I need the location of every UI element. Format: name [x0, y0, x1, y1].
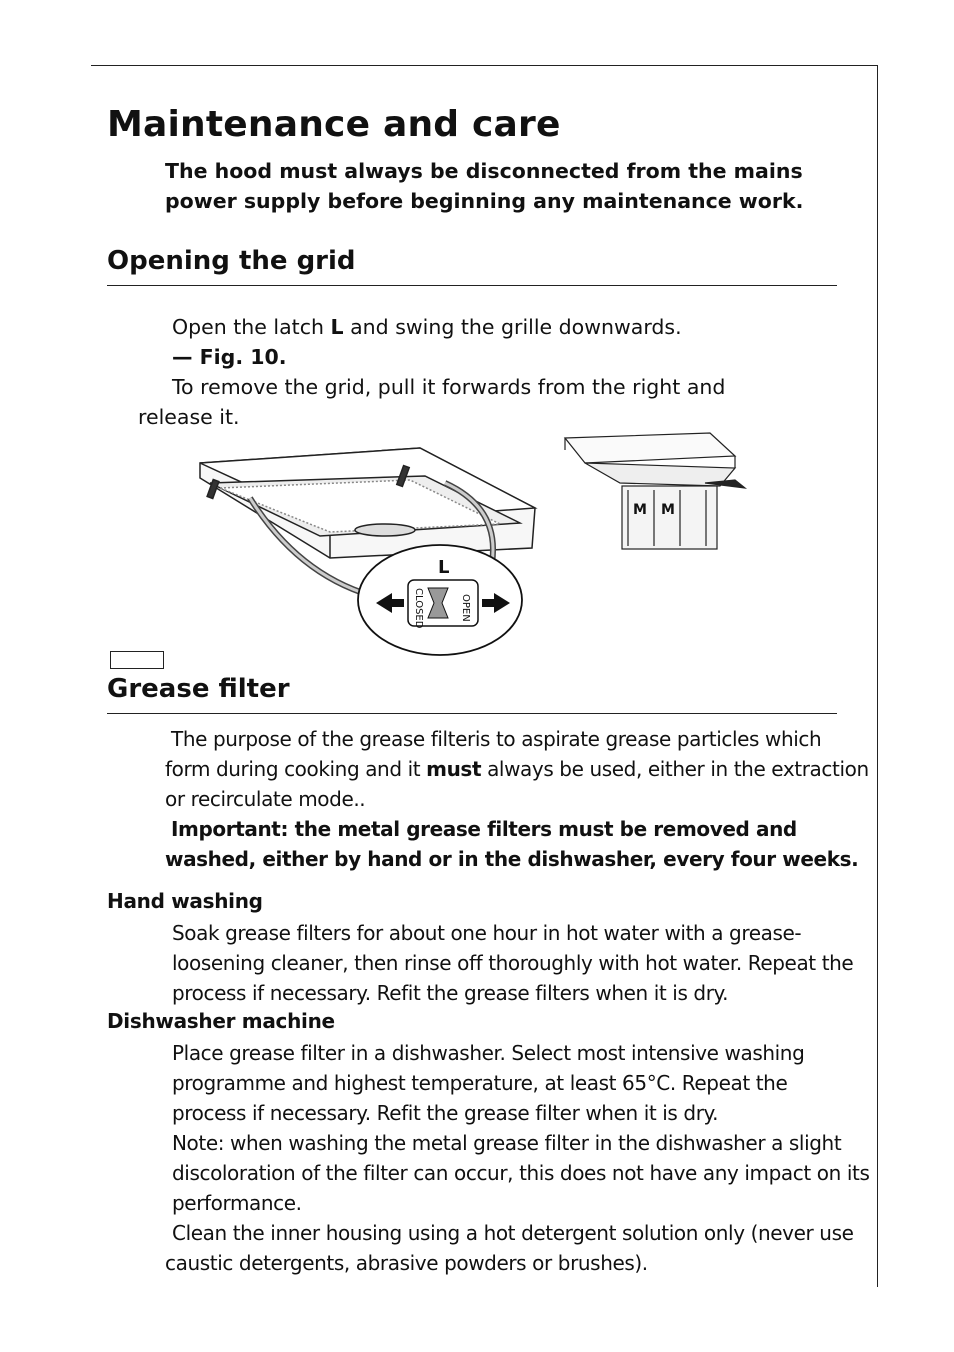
important-line-2: washed, either by hand or in the dishwasher, every four weeks. [165, 847, 859, 871]
warning-line-1: The hood must always be disconnected from the mains [165, 159, 803, 183]
opening-line-2: To remove the grid, pull it forwards from the right and [172, 375, 726, 399]
top-rule [91, 65, 877, 66]
right-rule [877, 65, 878, 1287]
dishwasher-line-1: Place grease filter in a dishwasher. Select most intensive washing [172, 1041, 805, 1065]
opening-line-3: release it. [138, 405, 240, 429]
page-title: Maintenance and care [107, 104, 561, 145]
hand-washing-heading: Hand washing [107, 889, 263, 913]
filter-m-label-1: M [633, 502, 647, 518]
note-line-1: Note: when washing the metal grease filter in the dishwasher a slight [172, 1131, 842, 1155]
warning-text [165, 156, 803, 216]
hand-washing-line-1: Soak grease filters for about one hour in hot water with a grease- [172, 921, 802, 945]
filter-removal-figure [565, 433, 745, 549]
fig-reference: — Fig. 10. [172, 345, 287, 369]
grease-rule [107, 713, 837, 714]
opening-line-1: Open the latch L and swing the grille downwards. [172, 315, 682, 339]
grease-line-2: form during cooking and it must always be used, either in the extraction [165, 757, 869, 781]
hand-washing-line-3: process if necessary. Refit the grease filters when it is dry. [172, 981, 729, 1005]
note-line-3: performance. [172, 1191, 302, 1215]
opening-heading: Opening the grid [107, 246, 356, 276]
dishwasher-heading: Dishwasher machine [107, 1009, 335, 1033]
small-box-marker [110, 651, 164, 669]
clean-line-1: Clean the inner housing using a hot detergent solution only (never use [172, 1221, 854, 1245]
important-line-1: Important: the metal grease filters must be removed and [171, 817, 797, 841]
opening-rule [107, 285, 837, 286]
dishwasher-line-3: process if necessary. Refit the grease filter when it is dry. [172, 1101, 719, 1125]
latch-label: L [438, 557, 450, 578]
warning-line-2: power supply before beginning any maintenance work. [165, 189, 804, 213]
filter-m-label-2: M [661, 502, 675, 518]
clean-line-2: caustic detergents, abrasive powders or brushes). [165, 1251, 648, 1275]
closed-label: CLOSED [413, 588, 424, 629]
note-line-2: discoloration of the filter can occur, this does not have any impact on its [172, 1161, 870, 1185]
hood-illustration [180, 428, 750, 660]
grease-filter-heading: Grease filter [107, 674, 290, 704]
hand-washing-line-2: loosening cleaner, then rinse off thoroughly with hot water. Repeat the [172, 951, 854, 975]
open-label: OPEN [460, 594, 471, 622]
grease-line-1: The purpose of the grease filteris to aspirate grease particles which [171, 727, 822, 751]
dishwasher-line-2: programme and highest temperature, at least 65°C. Repeat the [172, 1071, 788, 1095]
grease-line-3: or recirculate mode.. [165, 787, 366, 811]
latch-detail [358, 545, 522, 655]
